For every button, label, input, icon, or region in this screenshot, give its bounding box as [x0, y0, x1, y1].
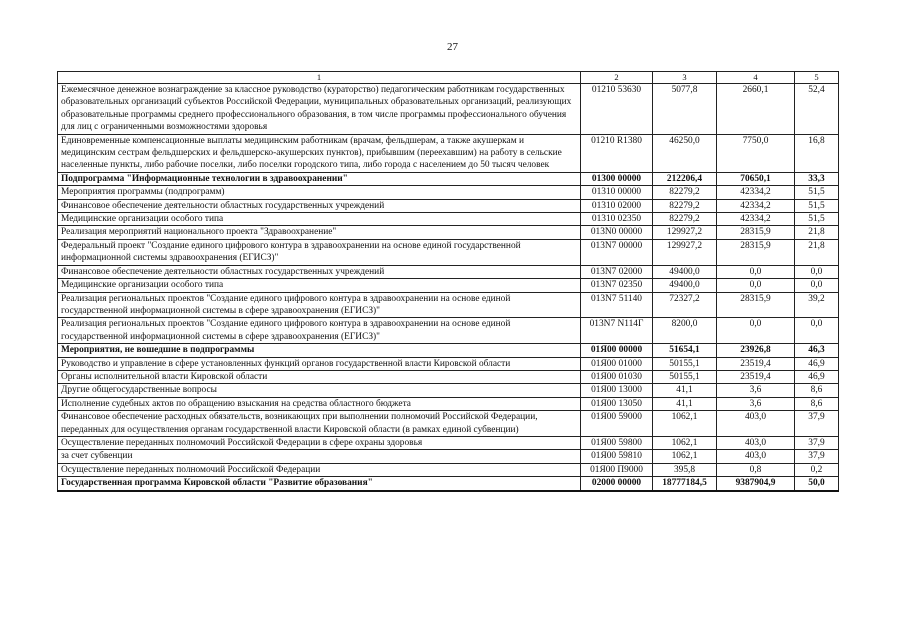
row-plan-cell: 8200,0: [653, 318, 717, 344]
row-name-cell: Осуществление переданных полномочий Российской Федерации: [58, 463, 581, 476]
row-plan-cell: 18777184,5: [653, 477, 717, 491]
row-fact-cell: 42334,2: [717, 213, 795, 226]
row-percent-cell: 8,6: [795, 384, 839, 397]
row-fact-cell: 42334,2: [717, 199, 795, 212]
row-name-cell: Финансовое обеспечение деятельности областных государственных учреждений: [58, 199, 581, 212]
table-row: [58, 265, 839, 278]
row-name-cell: Государственная программа Кировской области "Развитие образования": [58, 477, 581, 491]
row-plan-cell: 41,1: [653, 397, 717, 410]
row-name-cell: Финансовое обеспечение деятельности областных государственных учреждений: [58, 265, 581, 278]
table-row: [58, 186, 839, 199]
row-name-cell: Другие общегосударственные вопросы: [58, 384, 581, 397]
row-fact-cell: 23519,4: [717, 370, 795, 383]
table-body: [58, 84, 839, 491]
row-fact-cell: 28315,9: [717, 226, 795, 239]
row-plan-cell: 129927,2: [653, 239, 717, 265]
row-plan-cell: 1062,1: [653, 436, 717, 449]
row-name-cell: Реализация региональных проектов "Создание единого цифрового контура в здравоохранении на основе единой государственной информационной системы в сфере здравоохранения (ЕГИСЗ)": [58, 292, 581, 318]
row-fact-cell: 0,8: [717, 463, 795, 476]
row-plan-cell: 41,1: [653, 384, 717, 397]
row-fact-cell: 70650,1: [717, 172, 795, 185]
row-code-cell: 013N7 N114Г: [581, 318, 653, 344]
row-percent-cell: 37,9: [795, 411, 839, 437]
table-row: [58, 226, 839, 239]
row-code-cell: 01Я00 П9000: [581, 463, 653, 476]
row-fact-cell: 23519,4: [717, 357, 795, 370]
row-percent-cell: 39,2: [795, 292, 839, 318]
budget-table: [57, 71, 839, 492]
row-code-cell: 013N0 00000: [581, 226, 653, 239]
table-row: [58, 84, 839, 135]
row-name-cell: Подпрограмма "Информационные технологии в здравоохранении": [58, 172, 581, 185]
row-name-cell: Реализация мероприятий национального проекта "Здравоохранение": [58, 226, 581, 239]
table-row: [58, 292, 839, 318]
row-percent-cell: 37,9: [795, 450, 839, 463]
row-percent-cell: 51,5: [795, 186, 839, 199]
header-cell: 4: [717, 72, 795, 84]
row-percent-cell: 0,0: [795, 279, 839, 292]
row-percent-cell: 46,3: [795, 344, 839, 357]
row-name-cell: Медицинские организации особого типа: [58, 213, 581, 226]
row-code-cell: 01Я00 59000: [581, 411, 653, 437]
row-plan-cell: 82279,2: [653, 186, 717, 199]
row-code-cell: 013N7 00000: [581, 239, 653, 265]
row-name-cell: Медицинские организации особого типа: [58, 279, 581, 292]
row-plan-cell: 50155,1: [653, 357, 717, 370]
header-cell: 3: [653, 72, 717, 84]
row-percent-cell: 33,3: [795, 172, 839, 185]
row-fact-cell: 3,6: [717, 384, 795, 397]
row-percent-cell: 21,8: [795, 239, 839, 265]
row-name-cell: Единовременные компенсационные выплаты медицинским работникам (врачам, фельдшерам, а также акушеркам и медицинским сестрам фельдшерских и фельдшерско-акушерских пунктов), прибывшим (переехавшим) на работу в сельские населенные пункты, либо рабочие поселки, либо поселки городского типа, либо города с населением до 50 тысяч человек: [58, 134, 581, 172]
row-percent-cell: 0,0: [795, 318, 839, 344]
row-code-cell: 01Я00 59810: [581, 450, 653, 463]
row-percent-cell: 37,9: [795, 436, 839, 449]
table-row: [58, 279, 839, 292]
row-code-cell: 01Я00 13050: [581, 397, 653, 410]
table-row: [58, 370, 839, 383]
row-plan-cell: 46250,0: [653, 134, 717, 172]
row-plan-cell: 395,8: [653, 463, 717, 476]
row-name-cell: Федеральный проект "Создание единого цифрового контура в здравоохранении на основе единой государственной информационной системы здравоохранения (ЕГИСЗ)": [58, 239, 581, 265]
row-fact-cell: 23926,8: [717, 344, 795, 357]
table-row: [58, 357, 839, 370]
table-row: [58, 134, 839, 172]
table-row: [58, 344, 839, 357]
row-percent-cell: 16,8: [795, 134, 839, 172]
table-row: [58, 318, 839, 344]
row-name-cell: за счет субвенции: [58, 450, 581, 463]
row-percent-cell: 50,0: [795, 477, 839, 491]
row-code-cell: 02000 00000: [581, 477, 653, 491]
row-code-cell: 01210 R1380: [581, 134, 653, 172]
table-row: [58, 436, 839, 449]
row-plan-cell: 82279,2: [653, 199, 717, 212]
header-row: [58, 72, 839, 84]
row-plan-cell: 49400,0: [653, 265, 717, 278]
row-fact-cell: 403,0: [717, 411, 795, 437]
row-fact-cell: 28315,9: [717, 292, 795, 318]
row-plan-cell: 49400,0: [653, 279, 717, 292]
table-row: [58, 450, 839, 463]
row-fact-cell: 9387904,9: [717, 477, 795, 491]
row-code-cell: 013N7 51140: [581, 292, 653, 318]
row-plan-cell: 1062,1: [653, 450, 717, 463]
row-name-cell: Реализация региональных проектов "Создание единого цифрового контура в здравоохранении на основе единой государственной информационной системы в сфере здравоохранения (ЕГИСЗ)": [58, 318, 581, 344]
row-plan-cell: 50155,1: [653, 370, 717, 383]
row-name-cell: Органы исполнительной власти Кировской области: [58, 370, 581, 383]
table-row: [58, 397, 839, 410]
header-cell: 1: [58, 72, 581, 84]
row-code-cell: 01Я00 01000: [581, 357, 653, 370]
row-plan-cell: 129927,2: [653, 226, 717, 239]
row-fact-cell: 0,0: [717, 279, 795, 292]
table-row: [58, 199, 839, 212]
row-percent-cell: 0,2: [795, 463, 839, 476]
header-cell: 5: [795, 72, 839, 84]
row-code-cell: 013N7 02000: [581, 265, 653, 278]
row-plan-cell: 1062,1: [653, 411, 717, 437]
row-plan-cell: 5077,8: [653, 84, 717, 135]
row-name-cell: Осуществление переданных полномочий Российской Федерации в сфере охраны здоровья: [58, 436, 581, 449]
table-row: [58, 172, 839, 185]
header-cell: 2: [581, 72, 653, 84]
row-code-cell: 01Я00 59800: [581, 436, 653, 449]
row-code-cell: 01310 02350: [581, 213, 653, 226]
row-code-cell: 013N7 02350: [581, 279, 653, 292]
table-row: [58, 213, 839, 226]
row-fact-cell: 28315,9: [717, 239, 795, 265]
row-percent-cell: 51,5: [795, 199, 839, 212]
row-plan-cell: 51654,1: [653, 344, 717, 357]
table-row: [58, 239, 839, 265]
row-plan-cell: 82279,2: [653, 213, 717, 226]
row-percent-cell: 51,5: [795, 213, 839, 226]
table-row: [58, 477, 839, 491]
row-fact-cell: 0,0: [717, 265, 795, 278]
row-fact-cell: 403,0: [717, 436, 795, 449]
row-code-cell: 01310 02000: [581, 199, 653, 212]
row-code-cell: 01310 00000: [581, 186, 653, 199]
row-percent-cell: 8,6: [795, 397, 839, 410]
table-row: [58, 463, 839, 476]
row-percent-cell: 0,0: [795, 265, 839, 278]
row-percent-cell: 46,9: [795, 357, 839, 370]
table-row: [58, 411, 839, 437]
table-row: [58, 384, 839, 397]
row-name-cell: Руководство и управление в сфере установленных функций органов государственной власти Кировской области: [58, 357, 581, 370]
row-percent-cell: 52,4: [795, 84, 839, 135]
row-fact-cell: 42334,2: [717, 186, 795, 199]
row-name-cell: Мероприятия программы (подпрограмм): [58, 186, 581, 199]
row-fact-cell: 7750,0: [717, 134, 795, 172]
row-code-cell: 01210 53630: [581, 84, 653, 135]
row-plan-cell: 72327,2: [653, 292, 717, 318]
row-code-cell: 01Я00 00000: [581, 344, 653, 357]
row-name-cell: Мероприятия, не вошедшие в подпрограммы: [58, 344, 581, 357]
row-fact-cell: 403,0: [717, 450, 795, 463]
row-name-cell: Ежемесячное денежное вознаграждение за классное руководство (кураторство) педагогическим работникам государственных образовательных организаций субъектов Российской Федерации, муниципальных образовательных организаций, реализующих образовательные программы среднего профессионального образования, в том числе программы профессионального обучения для лиц с ограниченными возможностями здоровья: [58, 84, 581, 135]
page-number: 27: [447, 41, 458, 53]
row-name-cell: Исполнение судебных актов по обращению взыскания на средства областного бюджета: [58, 397, 581, 410]
row-plan-cell: 212206,4: [653, 172, 717, 185]
row-fact-cell: 2660,1: [717, 84, 795, 135]
row-code-cell: 01Я00 13000: [581, 384, 653, 397]
row-name-cell: Финансовое обеспечение расходных обязательств, возникающих при выполнении полномочий Российской Федерации, переданных для осуществления органам государственной власти Кировской области (в рамках единой субвенции): [58, 411, 581, 437]
row-code-cell: 01Я00 01030: [581, 370, 653, 383]
row-percent-cell: 46,9: [795, 370, 839, 383]
row-code-cell: 01300 00000: [581, 172, 653, 185]
row-fact-cell: 3,6: [717, 397, 795, 410]
row-fact-cell: 0,0: [717, 318, 795, 344]
row-percent-cell: 21,8: [795, 226, 839, 239]
